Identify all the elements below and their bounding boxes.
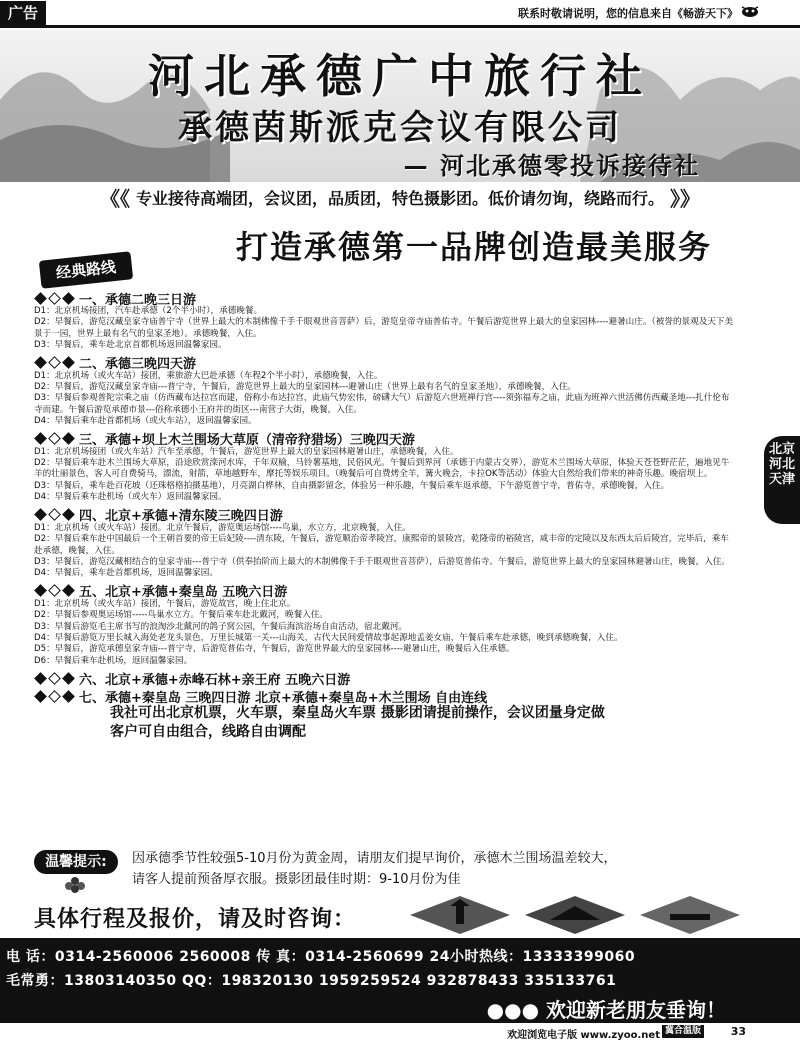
tip-line-2: 请客人提前预备厚衣服。摄影团最佳时期：9-10月份为佳 [132, 872, 461, 887]
company-subtitle: 承德茵斯派克会议有限公司 [178, 108, 622, 148]
tip-text [132, 848, 617, 890]
right-chevrons: 》》 [670, 186, 700, 211]
day-item: D3：早餐后，游览汉藏相结合的皇家寺庙---普宁寺（供奉抬阶而上最大的木制佛像千手千眼观世音菩萨），后游览普佑寺。午餐后，游览世界上最大的皇家园林避暑山庄，晚餐，入住。 [34, 556, 730, 567]
route-3 [34, 431, 734, 504]
headline: 打造承德第一品牌创造最美服务 [236, 228, 713, 266]
day-item: D1：北京机场（或火车站）接团，午餐后，游览故宫，晚上住北京。 [34, 598, 296, 609]
route-section-tag: 经典路线 [39, 251, 133, 288]
top-rule [0, 25, 800, 28]
slogan-text: 专业接待高端团，会议团，品质团，特色摄影团。低价请勿询，绕路而行。 [135, 188, 664, 208]
route-list [34, 290, 734, 742]
ticket-service-note: 我社可出北京机票，火车票，秦皇岛火车票 摄影团请提前操作，会议团量身定做 [110, 705, 605, 722]
day-item: D2：早餐后，游览汉藏皇家寺庙---普宁寺，午餐后，游览世界上最大的皇家园林---避暑山庄（世界上最有名气的皇家圣地），承德晚餐，入住。 [34, 382, 577, 393]
phone-line: 电 话：0314-2560006 2560008 传 真：0314-2560699 24小时热线：13333399060 [6, 949, 636, 965]
qq-line: 毛常勇：13803140350 QQ：198320130 1959259524 932878433 335133761 [6, 973, 617, 989]
agency-tagline: — 河北承德零投诉接待社 [403, 152, 700, 180]
consult-cta: 具体行程及报价，请及时咨询： [34, 907, 357, 932]
tip-label: 温馨提示: [34, 850, 118, 874]
cta-row [0, 896, 800, 936]
route-1 [34, 290, 734, 352]
flower-icon [64, 876, 86, 894]
day-item: D6：早餐后乘车赴机场，返回温馨家园。 [34, 655, 193, 666]
temple-thumbnail [525, 896, 625, 934]
diamond-bullet-icon [34, 692, 75, 701]
route-2 [34, 355, 734, 428]
day-item: D1：北京机场接团，汽车赴承德（2个半小时），承德晚餐。 [34, 306, 263, 316]
day-item: D3：早餐后游览毛主席书写的浪淘沙北戴河的鸽子窝公园，午餐后海滨浴场自由活动，宿北戴河。 [34, 621, 408, 632]
route-5 [34, 583, 734, 667]
region-side-tag: 北京河北天津 [764, 436, 800, 524]
route-7 [34, 688, 734, 704]
source-note: 联系时敬请说明，您的信息来自《畅游天下》 [518, 7, 738, 20]
tip-line-1: 因承德季节性较强5-10月份为黄金周，请朋友们提早询价，承德木兰围场温差较大， [132, 851, 617, 866]
diamond-bullet-icon [34, 294, 75, 303]
day-item: D2：早餐后乘车赴中国最后一个王朝首要的帝王后妃陵----清东陵，午餐后，游览顺治帝孝陵宫，康熙帝的景陵宫，乾隆帝的裕陵宫，咸丰帝的定陵以及东西太后后陵宫，完毕后，乘车赴承德，晚餐，入住。 [34, 534, 729, 556]
day-item: D5：早餐后，游览承德皇家寺庙---普宁寺，后游览普佑寺，午餐后，游览世界最大的皇家园林----避暑山庄，晚餐后入住承德。 [34, 644, 515, 655]
day-item: D1：北京机场接团（或火车站）汽车至承德，午餐后，游览世界上最大的皇家园林避暑山庄，承德晚餐，入住。 [34, 446, 459, 457]
day-item: D2：早餐后，游览汉藏皇家寺庙普宁寺（世界上最大的木制佛像千手千眼观世音菩萨）后，游览皇帝寺庙普佑寺。午餐后游览世界上最大的皇家园林----避暑山庄。（被誉的景观及天下美景于一园，世界上最有名气的皇家圣地）。承德晚餐，入住。 [34, 317, 734, 339]
diamond-bullet-icon [34, 358, 75, 367]
route-title: 七、承德+秦皇岛 三晚四日游 北京+承德+秦皇岛+木兰围场 自由连线 [79, 690, 488, 706]
route-title: 六、北京+承德+赤峰石林+亲王府 五晚六日游 [79, 672, 351, 688]
route-title: 一、承德二晚三日游 [79, 292, 197, 308]
mascot-icon [740, 3, 760, 19]
diamond-bullet-icon [34, 674, 75, 683]
edition-badge: 冀合温版 [662, 1025, 704, 1038]
day-item: D1：北京机场（或火车站）接团，乘旅游大巴赴承德（车程2个半小时），承德晚餐，入住。 [34, 370, 383, 381]
page-number: 33 [730, 1025, 746, 1038]
day-item: D4：早餐后乘车赴机场（或火车）返回温馨家园。 [34, 492, 227, 503]
banner [0, 30, 800, 182]
day-item: D4：早餐后游览万里长城入海处老龙头景色，万里长城第一关---山海关，古代大民间爱情故事起源地孟姜女庙，午餐后乘车赴承德，晚到承德晚餐，入住。 [34, 632, 623, 643]
route-4 [34, 507, 734, 580]
diamond-bullet-icon [34, 434, 75, 443]
route-title: 二、承德三晚四天游 [79, 357, 197, 373]
day-item: D3：早餐后，乘车赴北京首都机场返回温馨家园。 [34, 340, 227, 351]
day-item: D4：早餐后，乘车赴首都机场，返回温馨家园。 [34, 568, 218, 579]
day-item: D4：早餐后乘车赴首都机场（或火车站），返回温馨家园。 [34, 416, 257, 427]
route-title: 五、北京+承德+秦皇岛 五晚六日游 [79, 585, 288, 601]
day-item: D2：早餐后乘车赴木兰围场大草原，沿途欣赏滦河水库，千年双榆，马铃薯基地，民俗风光。午餐后到界河（承德于内蒙古交界），游览木兰围场大草原，体验天苍苍野茫茫，遍地见牛羊的壮丽景色，客人可自费骑马，漂流，射箭，草地越野车，摩托等娱乐项目。（晚餐后可自费烤全羊，篝火晚会，卡拉OK等活动）体验大自然给我们带来的神奇乐趣。晚宿坝上。 [34, 458, 730, 480]
agency-title: 河北承德广中旅行社 [148, 49, 652, 103]
site-link: 欢迎浏览电子版 www.zyoo.net [507, 1030, 660, 1040]
day-item: D3：早餐后，乘车赴百花坡（还珠格格拍摄基地），月亮湖白桦林，自由摄影留念，体验另一种乐趣，午餐后乘车返承德，下午游览普宁寺，普佑寺，承德晚餐，入住。 [34, 480, 670, 491]
scenic-thumbnails [410, 896, 760, 934]
route-6 [34, 670, 734, 686]
diamond-bullet-icon [34, 586, 75, 595]
page-footer [0, 1022, 800, 1040]
left-chevrons: 《《 [99, 186, 130, 211]
day-item: D1：北京机场（或火车站）接团。北京午餐后，游览奥运场馆----鸟巢，水立方，北京晚餐，入住。 [34, 522, 411, 533]
welcome-message: ●●● 欢迎新老朋友垂询！ [486, 998, 726, 1022]
ad-label: 广告 [0, 1, 46, 25]
route-title: 四、北京+承德+清东陵三晚四日游 [79, 509, 283, 525]
slogan-bar [0, 182, 800, 212]
route-title: 三、承德+坝上木兰围场大草原（清帝狩猎场）三晚四天游 [79, 433, 415, 449]
tip-box [34, 846, 754, 896]
diamond-bullet-icon [34, 510, 75, 519]
top-bar [0, 0, 800, 26]
contact-panel [0, 938, 800, 1022]
day-item: D2：早餐后参观奥运场馆-----鸟巢水立方。午餐后乘车赴北戴河，晚餐入住。 [34, 610, 328, 621]
horses-thumbnail [640, 896, 740, 934]
day-item: D3：早餐后参观普陀宗乘之庙（仿西藏布达拉宫而建，俗称小布达拉宫，此庙气势宏伟，磅礴大气）后游览六世班禅行宫----须弥福寿之庙，此庙为班禅六世活佛仿西藏圣地---扎什伦布寺而建。午餐后游览承德市景---俗称承德小王府井的街区---南营子大街，晚餐，入住。 [34, 393, 730, 415]
custom-combo-note: 客户可自由组合，线路自由调配 [110, 724, 306, 741]
pagoda-thumbnail [410, 896, 510, 934]
